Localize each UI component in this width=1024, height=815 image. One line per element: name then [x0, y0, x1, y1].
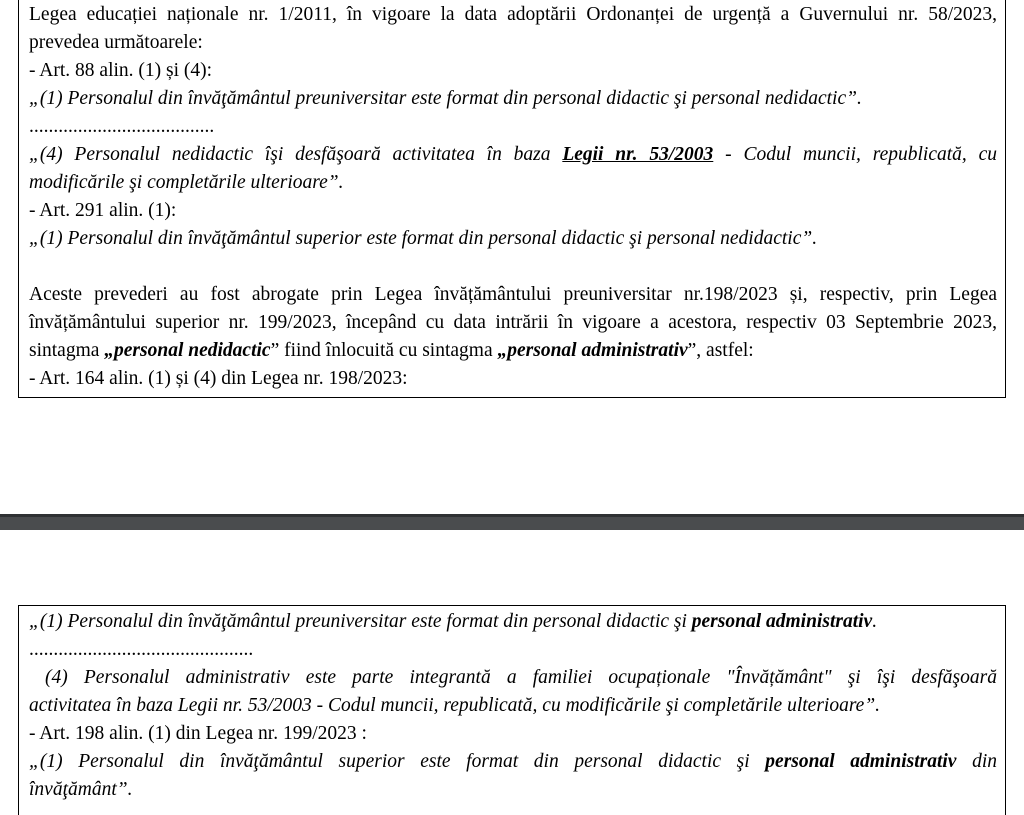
blank-line — [29, 253, 997, 281]
paragraph-abrogation-line2: învățământului superior nr. 199/2023, începând cu data intrării în vigoare a acestora, respectiv 03 Septembrie 2023, — [29, 312, 997, 333]
ellipsis-dots: ...................................... — [29, 116, 215, 137]
quote-text: din — [972, 751, 998, 772]
term-personal-administrativ: personal administrativ — [765, 751, 957, 772]
quote-art164-para4-line2: activitatea în baza Legii nr. 53/2003 - Codul muncii, republicată, cu modificările şi completările ulterioare”. — [29, 695, 881, 716]
article-198-heading: - Art. 198 alin. (1) din Legea nr. 199/2023 : — [29, 723, 367, 744]
quote-art164-para1 — [29, 608, 997, 636]
quote-text: „(4) Personalul nedidactic îşi desfăşoară activitatea în baza — [29, 144, 551, 165]
paragraph-intro-line1: Legea educației naționale nr. 1/2011, în vigoare la data adoptării Ordonanței de urgență a Guvernului nr. 58/2023, — [29, 4, 997, 25]
quote-art88-para1: „(1) Personalul din învăţământul preuniversitar este format din personal didactic şi personal nedidactic”. — [29, 88, 862, 109]
quote-art88-para4-line1 — [29, 141, 997, 169]
article-291-heading: - Art. 291 alin. (1): — [29, 200, 177, 221]
quote-art291: „(1) Personalul din învăţământul superior este format din personal didactic şi personal nedidactic”. — [29, 228, 818, 249]
top-text-box — [18, 0, 1006, 398]
term-personal-administrativ: personal administrativ — [691, 611, 873, 632]
term-personal-administrativ: „personal administrativ — [497, 340, 688, 361]
bottom-text-box — [18, 605, 1006, 815]
quote-text: . — [872, 611, 878, 632]
text: sintagma — [29, 340, 105, 361]
text: ”, astfel: — [687, 340, 754, 361]
law-53-2003-link[interactable]: Legii nr. 53/2003 — [562, 144, 714, 165]
quote-text: - Codul muncii, republicată, cu — [725, 144, 998, 165]
paragraph-intro-line2: prevedea următoarele: — [29, 32, 203, 53]
quote-art164-para4-line1: (4) Personalul administrativ este parte integrantă a familiei ocupaționale "Învățământ" şi îşi desfăşoară — [45, 667, 997, 688]
ellipsis-dots: .............................................. — [29, 639, 254, 660]
quote-art198-line2: învăţământ”. — [29, 779, 133, 800]
quote-text: „(1) Personalul din învăţământul superior este format din personal didactic şi — [29, 751, 766, 772]
quote-art198-line1 — [29, 748, 997, 776]
quote-text: „(1) Personalul din învăţământul preuniversitar este format din personal didactic şi — [29, 611, 692, 632]
page-separator-bar — [0, 514, 1024, 530]
article-164-heading: - Art. 164 alin. (1) și (4) din Legea nr. 198/2023: — [29, 368, 408, 389]
quote-art88-para4-line2: modificările şi completările ulterioare”. — [29, 172, 344, 193]
article-88-heading: - Art. 88 alin. (1) și (4): — [29, 60, 213, 81]
paragraph-abrogation-line3 — [29, 337, 997, 365]
term-personal-nedidactic: „personal nedidactic — [104, 340, 271, 361]
paragraph-abrogation-line1: Aceste prevederi au fost abrogate prin Legea învățământului preuniversitar nr.198/2023 și, respectiv, prin Legea — [29, 284, 997, 305]
text: ” fiind înlocuită cu sintagma — [270, 340, 498, 361]
